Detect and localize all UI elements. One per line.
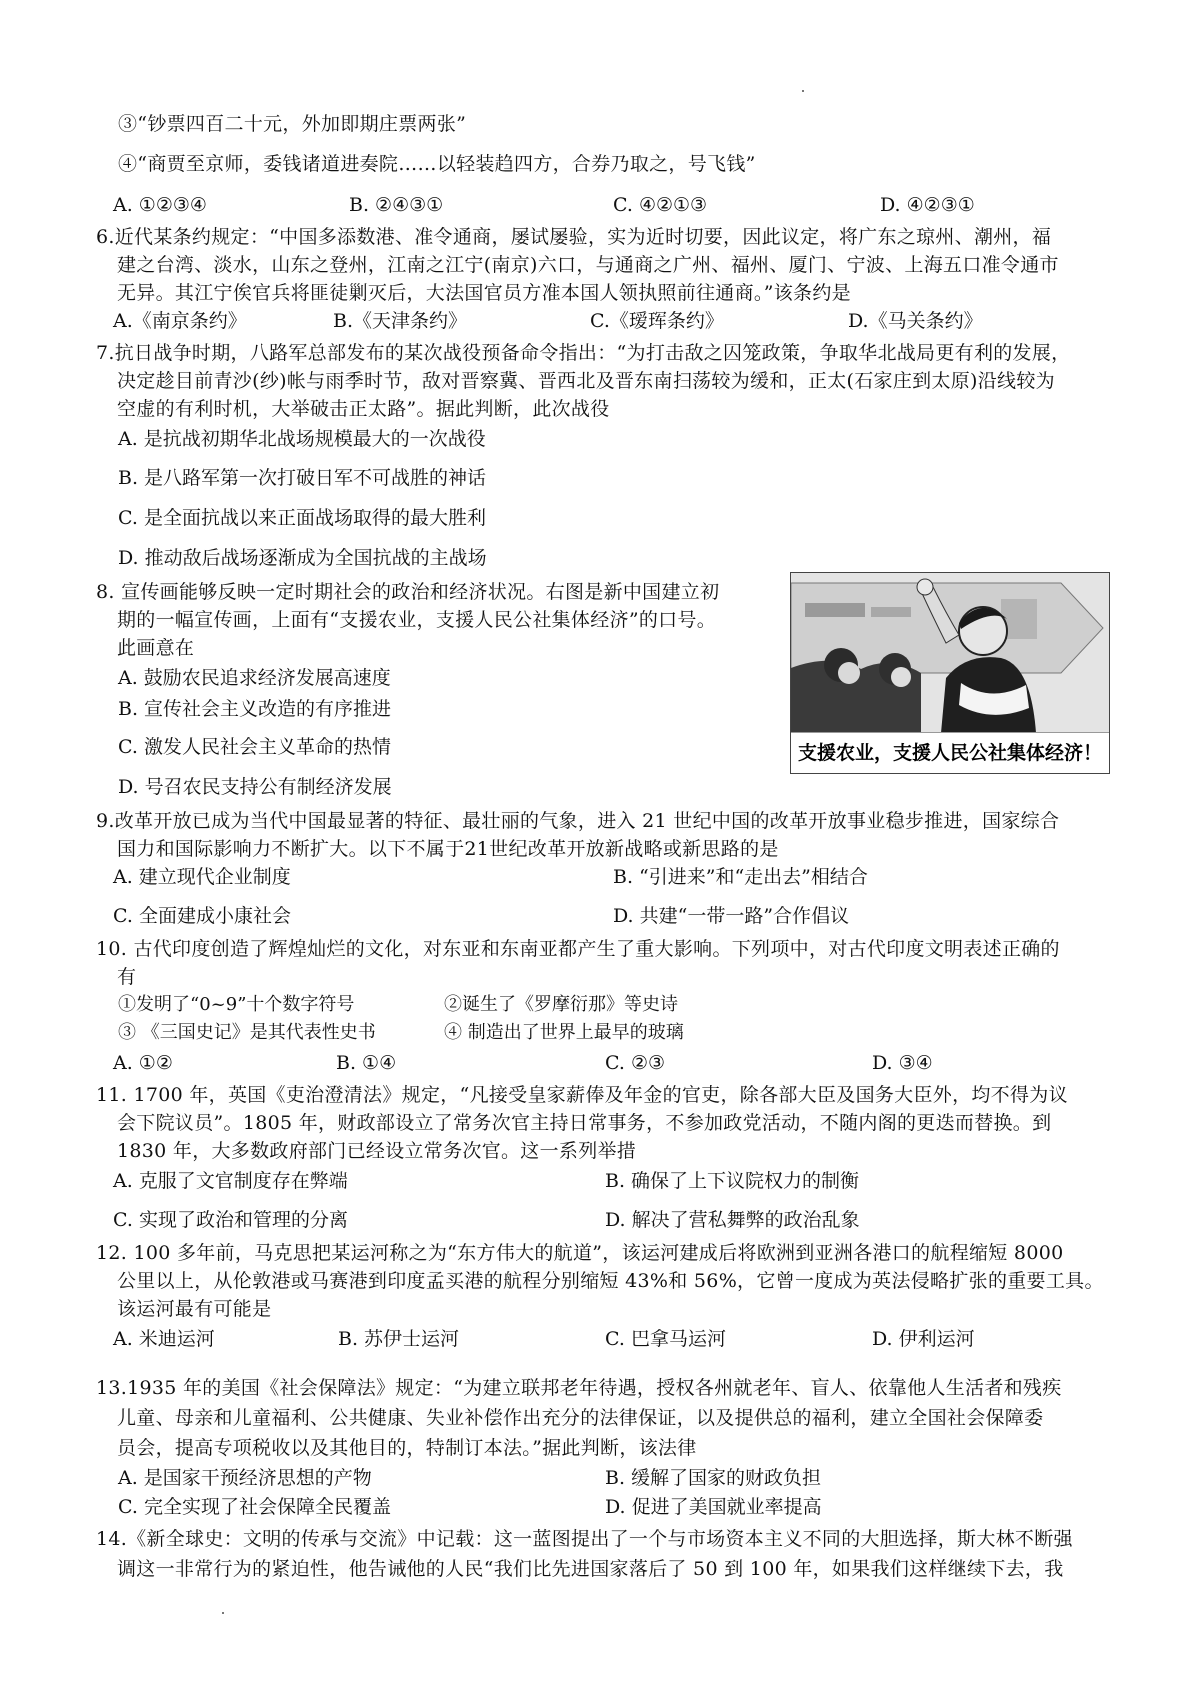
q5-item-3: ③“钞票四百二十元，外加即期庄票两张”: [118, 113, 467, 135]
q12-option-a: A. 米迪运河: [113, 1328, 215, 1350]
q5-option-c: C. ④②①③: [613, 194, 708, 216]
q9-stem-line-2: 国力和国际影响力不断扩大。以下不属于21世纪改革开放新战略或新思路的是: [117, 838, 779, 860]
q11-option-b: B. 确保了上下议院权力的制衡: [605, 1170, 860, 1192]
q5-option-d: D. ④②③①: [880, 194, 975, 216]
q12-stem-line-3: 该运河最有可能是: [117, 1298, 272, 1320]
q13-stem-line-3: 员会，提高专项税收以及其他目的，特制订本法。”据此判断，该法律: [117, 1437, 697, 1459]
q12-stem-line-1: 12. 100 多年前，马克思把某运河称之为“东方伟大的航道”，该运河建成后将欧洲到亚洲各港口的航程缩短 8000: [96, 1242, 1064, 1264]
q6-stem-line-3: 无异。其江宁俟官兵将匪徒剿灭后，大法国官员方准本国人领执照前往通商。”该条约是: [117, 282, 851, 304]
q13-option-b: B. 缓解了国家的财政负担: [605, 1467, 822, 1489]
q8-option-d: D. 号召农民支持公有制经济发展: [118, 776, 392, 798]
propaganda-poster-image: [790, 572, 1110, 774]
q10-item-3: ③ 《三国史记》是其代表性史书: [118, 1022, 376, 1043]
q8-option-b: B. 宣传社会主义改造的有序推进: [118, 698, 392, 720]
q7-option-c: C. 是全面抗战以来正面战场取得的最大胜利: [118, 507, 486, 529]
q5-option-a: A. ①②③④: [113, 194, 207, 216]
q6-stem-line-1: 6.近代某条约规定：“中国多添数港、准令通商，屡试屡验，实为近时切要，因此议定，将广东之琼州、潮州，福: [96, 226, 1052, 248]
q10-option-d: D. ③④: [872, 1052, 933, 1074]
q12-option-b: B. 苏伊士运河: [338, 1328, 460, 1350]
q5-option-b: B. ②④③①: [349, 194, 444, 216]
q12-option-c: C. 巴拿马运河: [605, 1328, 726, 1350]
poster-illustration: [791, 573, 1109, 733]
q10-option-c: C. ②③: [605, 1052, 666, 1074]
q6-option-a: A.《南京条约》: [113, 310, 247, 332]
q7-option-b: B. 是八路军第一次打破日军不可战胜的神话: [118, 467, 487, 489]
scan-speck: [222, 1612, 224, 1614]
q7-stem-line-1: 7.抗日战争时期，八路军总部发布的某次战役预备命令指出：“为打击敌之囚笼政策，争取华北战局更有利的发展，: [96, 342, 1071, 364]
q9-option-a: A. 建立现代企业制度: [113, 866, 291, 888]
q11-stem-line-1: 11. 1700 年，英国《吏治澄清法》规定，“凡接受皇家薪俸及年金的官吏，除各部大臣及国务大臣外，均不得为议: [96, 1084, 1068, 1106]
q7-option-a: A. 是抗战初期华北战场规模最大的一次战役: [118, 428, 486, 450]
q10-item-1: ①发明了“0~9”十个数字符号: [118, 994, 355, 1015]
q7-stem-line-3: 空虚的有利时机，大举破击正太路”。据此判断，此次战役: [117, 398, 610, 420]
q13-option-d: D. 促进了美国就业率提高: [605, 1496, 822, 1518]
q11-stem-line-3: 1830 年，大多数政府部门已经设立常务次官。这一系列举措: [117, 1140, 637, 1162]
q8-option-c: C. 激发人民社会主义革命的热情: [118, 736, 391, 758]
q11-option-a: A. 克服了文官制度存在弊端: [113, 1170, 348, 1192]
q5-item-4: ④“商贾至京师，委钱诸道进奏院……以轻装趋四方，合券乃取之，号飞钱”: [118, 153, 756, 175]
q10-item-4: ④ 制造出了世界上最早的玻璃: [444, 1022, 684, 1043]
q6-option-d: D.《马关条约》: [848, 310, 983, 332]
q11-option-c: C. 实现了政治和管理的分离: [113, 1209, 348, 1231]
q7-option-d: D. 推动敌后战场逐渐成为全国抗战的主战场: [118, 547, 487, 569]
q11-stem-line-2: 会下院议员”。1805 年，财政部设立了常务次官主持日常事务，不参加政党活动，不随内阁的更迭而替换。到: [117, 1112, 1052, 1134]
q8-stem-line-1: 8. 宣传画能够反映一定时期社会的政治和经济状况。右图是新中国建立初: [96, 581, 720, 603]
q8-stem-line-3: 此画意在: [117, 637, 195, 659]
q9-stem-line-1: 9.改革开放已成为当代中国最显著的特征、最壮丽的气象，进入 21 世纪中国的改革开放事业稳步推进，国家综合: [96, 810, 1060, 832]
q11-option-d: D. 解决了营私舞弊的政治乱象: [605, 1209, 860, 1231]
q12-option-d: D. 伊利运河: [872, 1328, 975, 1350]
q13-option-a: A. 是国家干预经济思想的产物: [118, 1467, 372, 1489]
q10-stem-line-2: 有: [117, 966, 137, 988]
q13-stem-line-2: 儿童、母亲和儿童福利、公共健康、失业补偿作出充分的法律保证，以及提供总的福利，建立全国社会保障委: [117, 1407, 1044, 1429]
q6-option-b: B.《天津条约》: [333, 310, 468, 332]
q12-stem-line-2: 公里以上，从伦敦港或马赛港到印度孟买港的航程分别缩短 43%和 56%，它曾一度成为英法侵略扩张的重要工具。: [117, 1270, 1104, 1292]
scan-speck: [802, 90, 804, 92]
poster-caption: 支援农业，支援人民公社集体经济！: [791, 732, 1109, 773]
q13-stem-line-1: 13.1935 年的美国《社会保障法》规定：“为建立联邦老年待遇，授权各州就老年、盲人、依靠他人生活者和残疾: [96, 1377, 1062, 1399]
q10-item-2: ②诞生了《罗摩衍那》等史诗: [444, 994, 678, 1015]
q6-option-c: C.《瑷珲条约》: [590, 310, 724, 332]
q13-option-c: C. 完全实现了社会保障全民覆盖: [118, 1496, 391, 1518]
q14-stem-line-1: 14.《新全球史：文明的传承与交流》中记载：这一蓝图提出了一个与市场资本主义不同的大胆选择，斯大林不断强: [96, 1528, 1073, 1550]
q8-stem-line-2: 期的一幅宣传画，上面有“支援农业，支援人民公社集体经济”的口号。: [117, 609, 717, 631]
q8-option-a: A. 鼓励农民追求经济发展高速度: [118, 667, 391, 689]
q14-stem-line-2: 调这一非常行为的紧迫性，他告诫他的人民“我们比先进国家落后了 50 到 100 年，如果我们这样继续下去，我: [117, 1558, 1064, 1580]
q10-stem-line-1: 10. 古代印度创造了辉煌灿烂的文化，对东亚和东南亚都产生了重大影响。下列项中，对古代印度文明表述正确的: [96, 938, 1060, 960]
q9-option-c: C. 全面建成小康社会: [113, 905, 291, 927]
q9-option-b: B. “引进来”和“走出去”相结合: [613, 866, 868, 888]
q9-option-d: D. 共建“一带一路”合作倡议: [613, 905, 850, 927]
q10-option-a: A. ①②: [113, 1052, 173, 1074]
q10-option-b: B. ①④: [336, 1052, 397, 1074]
q6-stem-line-2: 建之台湾、淡水，山东之登州，江南之江宁(南京)六口，与通商之广州、福州、厦门、宁波、上海五口准令通市: [117, 254, 1059, 276]
q7-stem-line-2: 决定趁目前青沙(纱)帐与雨季时节，敌对晋察冀、晋西北及晋东南扫荡较为缓和，正太(石家庄到太原)沿线较为: [117, 370, 1055, 392]
